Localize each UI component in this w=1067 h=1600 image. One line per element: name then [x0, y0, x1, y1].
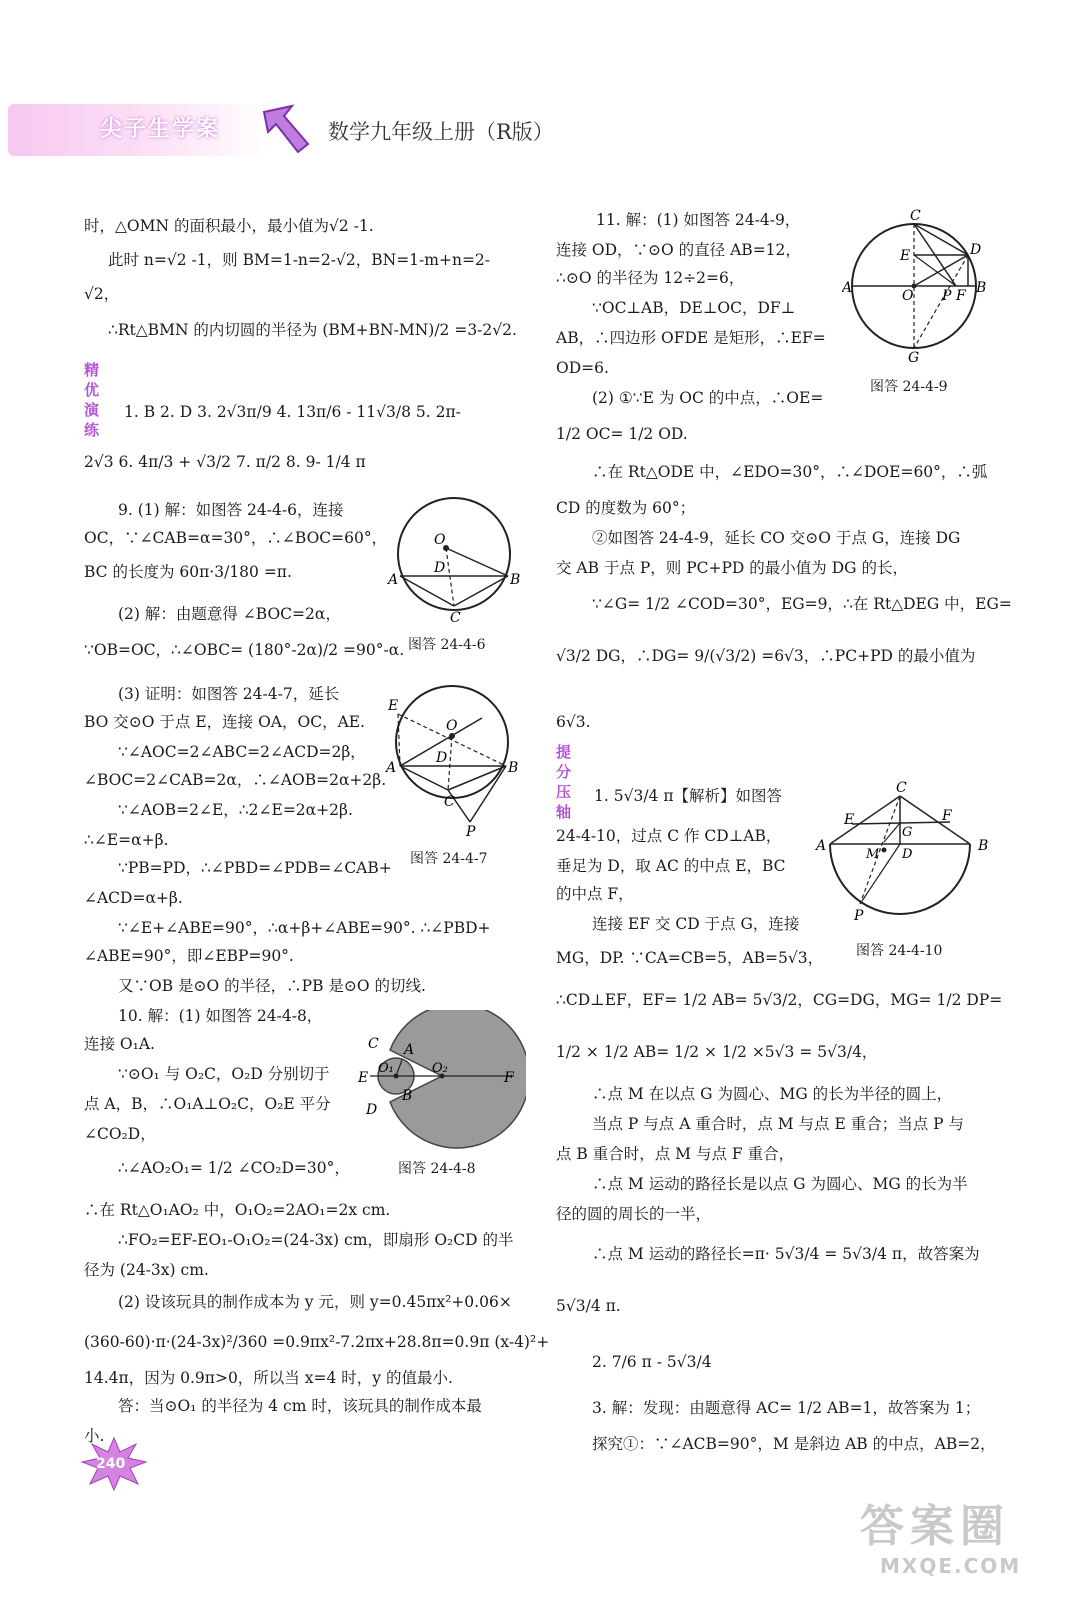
fig-label: A — [386, 760, 397, 776]
text-line: MG，DP. ∵CA=CB=5，AB=5√3， — [556, 949, 824, 967]
fig-label: D — [434, 560, 446, 576]
fig-label: C — [444, 794, 455, 810]
fig-label: B — [976, 280, 987, 296]
text-line: 1. 5√3/4 π【解析】如图答 — [594, 787, 783, 805]
text-line: √2， — [84, 285, 120, 303]
text-line: ∵∠AOB=2∠E，∴2∠E=2α+2β. — [118, 801, 353, 819]
text-line: ∴∠AO₂O₁= 1/2 ∠CO₂D=30°， — [118, 1159, 350, 1177]
figure-24-4-8 — [356, 1010, 526, 1150]
text-line: (360-60)·π·(24-3x)²/360 =0.9πx²-7.2πx+28.8π=0.9π (x-4)²+ — [84, 1333, 550, 1351]
text-line: 14.4π，因为 0.9π>0，所以当 x=4 时，y 的值最小. — [84, 1369, 453, 1387]
fig-label: C — [896, 780, 907, 796]
text-line: 9. (1) 解：如图答 24-4-6，连接 — [118, 501, 344, 519]
text-line: ∴CD⊥EF，EF= 1/2 AB= 5√3/2，CG=DG，MG= 1/2 DP= — [556, 991, 1003, 1009]
fig-label: E — [900, 248, 911, 264]
text-line: 10. 解：(1) 如图答 24-4-8， — [118, 1007, 323, 1025]
figure-caption: 图答 24-4-10 — [856, 943, 943, 959]
text-line: 垂足为 D，取 AC 的中点 E，BC — [556, 857, 786, 875]
text-line: 点 A，B，∴O₁A⊥O₂C，O₂E 平分 — [84, 1095, 331, 1113]
text-line: √3/2 DG，∴DG= 9/(√3/2) =6√3，∴PC+PD 的最小值为 — [556, 647, 976, 665]
text-line: OC，∵∠CAB=α=30°，∴∠BOC=60°， — [84, 529, 388, 547]
fig-label: E — [358, 1070, 369, 1086]
text-line: 径为 (24-3x) cm. — [84, 1261, 209, 1279]
fig-label: A — [404, 1042, 415, 1058]
fig-label: C — [910, 208, 921, 224]
text-line: ∠ABE=90°，即∠EBP=90°. — [84, 947, 294, 965]
text-line: 连接 EF 交 CD 于点 G，连接 — [592, 915, 800, 933]
text-line: 点 B 重合时，点 M 与点 F 重合， — [556, 1145, 795, 1163]
fig-label: D — [970, 242, 982, 258]
figure-caption: 图答 24-4-6 — [408, 637, 486, 653]
fig-label: P — [466, 824, 476, 840]
text-line: ∠CO₂D， — [84, 1125, 156, 1143]
text-line: BC 的长度为 60π·3/180 =π. — [84, 563, 292, 581]
text-line: 24-4-10，过点 C 作 CD⊥AB， — [556, 827, 782, 845]
fig-label: P — [854, 908, 864, 924]
text-line: 探究①：∵∠ACB=90°，M 是斜边 AB 的中点，AB=2， — [592, 1435, 996, 1453]
text-line: 11. 解：(1) 如图答 24-4-9， — [596, 211, 801, 229]
text-line: 连接 OD，∵⊙O 的直径 AB=12， — [556, 241, 801, 259]
text-line: ∴∠E=α+β. — [84, 831, 169, 849]
fig-label: C — [450, 610, 461, 626]
fig-label: B — [402, 1088, 413, 1104]
page-number-badge — [80, 1436, 148, 1492]
fig-label: D — [366, 1102, 378, 1118]
watermark-url: MXQE.COM — [880, 1554, 1022, 1578]
arrow-icon — [258, 100, 314, 156]
text-line: 径的圆的周长的一半， — [556, 1205, 712, 1223]
text-line: 的中点 F， — [556, 885, 634, 903]
fig-label: G — [908, 350, 920, 366]
figure-24-4-7 — [382, 680, 532, 840]
text-line: 当点 P 与点 A 重合时，点 M 与点 E 重合；当点 P 与 — [592, 1115, 965, 1133]
fig-label: A — [388, 572, 399, 588]
figure-24-4-9 — [842, 206, 992, 366]
figure-caption: 图答 24-4-8 — [398, 1161, 476, 1177]
fig-label: C — [368, 1036, 379, 1052]
text-line: ∴点 M 运动的路径长是以点 G 为圆心、MG 的长为半 — [592, 1175, 968, 1193]
figure-24-4-10 — [814, 780, 994, 930]
answer-line: 2√3 6. 4π/3 + √3/2 7. π/2 8. 9- 1/4 π — [84, 453, 366, 471]
fig-label: O — [446, 718, 458, 734]
page-number: 240 — [96, 1456, 126, 1472]
text-line: (2) 设该玩具的制作成本为 y 元，则 y=0.45πx²+0.06× — [118, 1293, 512, 1311]
figure-24-4-6 — [384, 494, 524, 634]
fig-label: B — [978, 838, 989, 854]
text-line: ∴点 M 在以点 G 为圆心、MG 的长为半径的圆上， — [592, 1085, 953, 1103]
fig-label: D — [436, 750, 448, 766]
text-line: ∵PB=PD，∴∠PBD=∠PDB=∠CAB+ — [118, 859, 392, 877]
text-line: ∵∠AOC=2∠ABC=2∠ACD=2β， — [118, 743, 366, 761]
text-line: 又∵OB 是⊙O 的半径，∴PB 是⊙O 的切线. — [118, 977, 426, 995]
fig-label: A — [816, 838, 827, 854]
text-line: 2. 7/6 π - 5√3/4 — [592, 1353, 712, 1371]
text-line: ∴FO₂=EF-EO₁-O₁O₂=(24-3x) cm，即扇形 O₂CD 的半 — [118, 1231, 514, 1249]
text-line: ∴⊙O 的半径为 12÷2=6， — [556, 269, 745, 287]
fig-label: P — [942, 288, 952, 304]
fig-label: F — [956, 288, 966, 304]
text-line: ∵∠G= 1/2 ∠COD=30°，EG=9，∴在 Rt△DEG 中，EG= — [592, 595, 1012, 613]
fig-label: E — [844, 812, 855, 828]
fig-label: F — [942, 808, 952, 824]
text-line: 5√3/4 π. — [556, 1297, 621, 1315]
figure-caption: 图答 24-4-9 — [870, 379, 948, 395]
text-line: 连接 O₁A. — [84, 1035, 155, 1053]
text-line: ∵OB=OC，∴∠OBC= (180°-2α)/2 =90°-α. — [84, 641, 405, 659]
watermark-logo: 答案圈 — [860, 1501, 1010, 1552]
text-line: 小. — [84, 1427, 105, 1445]
section-heading: 提分压轴 — [556, 743, 572, 821]
fig-label: A — [842, 280, 853, 296]
fig-label: M — [866, 847, 880, 862]
text-line: 时，△OMN 的面积最小，最小值为√2 -1. — [84, 217, 374, 235]
text-line: (3) 证明：如图答 24-4-7，延长 — [118, 685, 340, 703]
fig-label: B — [510, 572, 521, 588]
watermark — [860, 1490, 1021, 1578]
text-line: (2) 解：由题意得 ∠BOC=2α， — [118, 605, 341, 623]
text-line: (2) ①∵E 为 OC 的中点，∴OE= — [592, 389, 824, 407]
text-line: ∴Rt△BMN 的内切圆的半径为 (BM+BN-MN)/2 =3-2√2. — [108, 321, 517, 339]
text-line: ∵∠E+∠ABE=90°，∴α+β+∠ABE=90°. ∴∠PBD+ — [118, 919, 491, 937]
text-line: CD 的度数为 60°； — [556, 499, 696, 517]
text-line: ∴在 Rt△O₁AO₂ 中，O₁O₂=2AO₁=2x cm. — [84, 1201, 391, 1219]
fig-label: B — [508, 760, 519, 776]
text-line: AB，∴四边形 OFDE 是矩形，∴EF= — [556, 329, 826, 347]
text-line: ②如图答 24-4-9，延长 CO 交⊙O 于点 G，连接 DG — [592, 529, 961, 547]
fig-label: G — [902, 825, 913, 840]
section-heading: 精优演练 — [84, 361, 100, 439]
text-line: ∠BOC=2∠CAB=2α，∴∠AOB=2α+2β. — [84, 771, 387, 789]
text-line: 3. 解：发现：由题意得 AC= 1/2 AB=1，故答案为 1； — [592, 1399, 981, 1417]
text-line: 此时 n=√2 -1，则 BM=1-n=2-√2，BN=1-m+n=2- — [108, 251, 491, 269]
text-line: OD=6. — [556, 359, 609, 377]
fig-label: O₁ — [378, 1061, 394, 1076]
book-title: 数学九年级上册（R版） — [328, 120, 554, 144]
fig-label: O — [434, 532, 446, 548]
fig-label: E — [388, 698, 399, 714]
fig-label: D — [902, 847, 913, 862]
figure-caption: 图答 24-4-7 — [410, 851, 488, 867]
text-line: ∵⊙O₁ 与 O₂C，O₂D 分别切于 — [118, 1065, 330, 1083]
text-line: 1/2 OC= 1/2 OD. — [556, 425, 688, 443]
text-line: 1/2 × 1/2 AB= 1/2 × 1/2 ×5√3 = 5√3/4， — [556, 1043, 878, 1061]
fig-label: O₂ — [432, 1061, 448, 1076]
text-line: ∠ACD=α+β. — [84, 889, 183, 907]
text-line: ∴点 M 运动的路径长=π· 5√3/4 = 5√3/4 π，故答案为 — [592, 1245, 980, 1263]
fig-label: F — [504, 1070, 514, 1086]
text-line: 6√3. — [556, 713, 591, 731]
text-line: ∵OC⊥AB，DE⊥OC，DF⊥ — [592, 299, 796, 317]
fig-label: O — [902, 288, 914, 304]
header-series-label: 尖子生学案 — [100, 117, 221, 142]
text-line: BO 交⊙O 于点 E，连接 OA，OC，AE. — [84, 713, 366, 731]
answer-line: 1. B 2. D 3. 2√3π/9 4. 13π/6 - 11√3/8 5. 2π- — [124, 403, 461, 421]
text-line: 答：当⊙O₁ 的半径为 4 cm 时，该玩具的制作成本最 — [118, 1397, 482, 1415]
text-line: 交 AB 于点 P，则 PC+PD 的最小值为 DG 的长， — [556, 559, 908, 577]
text-line: ∴在 Rt△ODE 中，∠EDO=30°，∴∠DOE=60°，∴弧 — [592, 463, 988, 481]
